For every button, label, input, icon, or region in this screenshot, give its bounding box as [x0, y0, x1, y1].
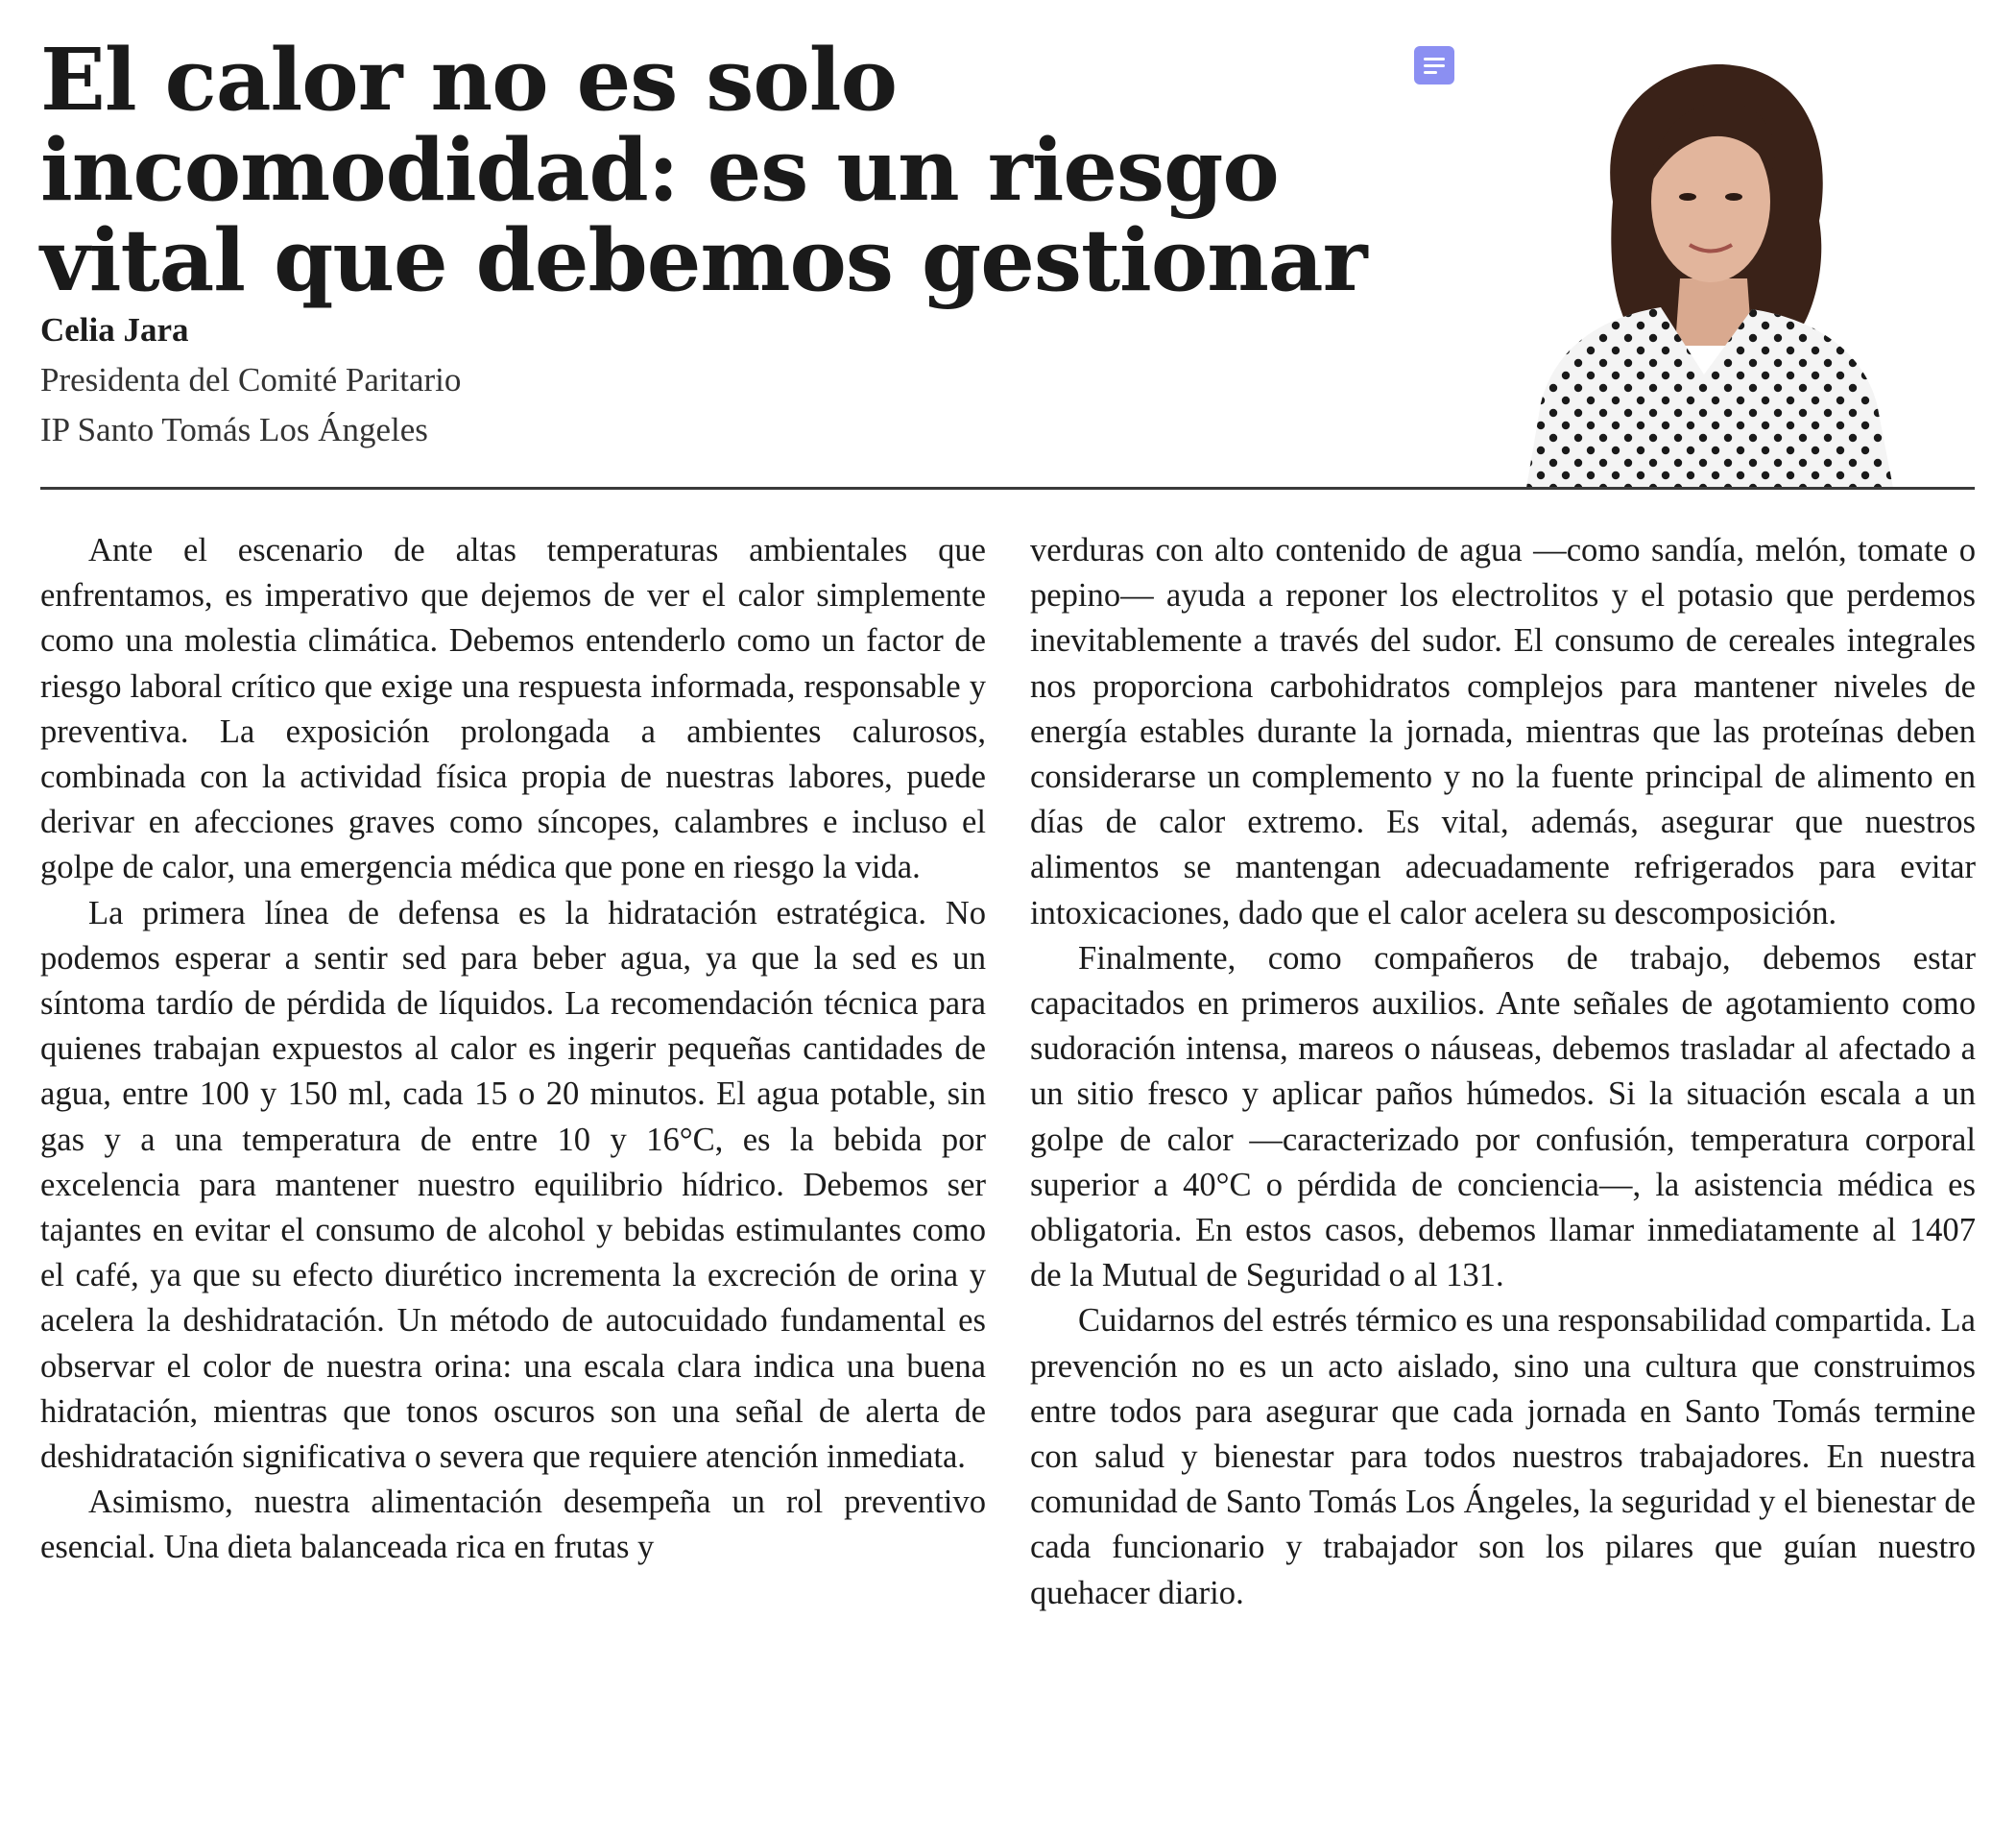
note-icon[interactable] — [1414, 46, 1454, 85]
author-photo — [1498, 58, 1920, 488]
author-name: Celia Jara — [40, 311, 189, 349]
article-title: El calor no es solo incomodidad: es un riesgo vital que debemos gestionar — [40, 29, 1367, 310]
author-role: Presidenta del Comité Paritario — [40, 361, 462, 399]
paragraph: Cuidarnos del estrés térmico es una responsabilidad compartida. La prevención no es un acto aislado, sino una cultura que construimos entre todos para asegurar que cada jornada en Santo Tomás termine con salud y bienestar para todos nuestros trabajadores. En nuestra comunidad de Santo Tomás Los Ángeles, la seguridad y el bienestar de cada funcionario y trabajador son los pilares que guían nuestro quehacer diario. — [1030, 1302, 1976, 1611]
byline — [40, 305, 461, 455]
paragraph: verduras con alto contenido de agua —como sandía, melón, tomate o pepino— ayuda a reponer los electrolitos y el potasio que perdemos inevitablemente a través del sudor. El consumo de cereales integrales nos proporciona carbohidratos complejos para mantener niveles de energía estables durante la jornada, mientras que las proteínas deben considerarse un complemento y no la fuente principal de alimento en días de calor extremo. Es vital, además, asegurar que nuestros alimentos se mantengan adecuadamente refrigerados para evitar intoxicaciones, dado que el calor acelera su descomposición. — [1030, 532, 1976, 931]
paragraph: Ante el escenario de altas temperaturas ambientales que enfrentamos, es imperativo que dejemos de ver el calor simplemente como una molestia climática. Debemos entenderlo como un factor de riesgo laboral crítico que exige una respuesta informada, responsable y preventiva. La exposición prolongada a ambientes calurosos, combinada con la actividad física propia de nuestras labores, puede derivar en afecciones graves como síncopes, calambres e incluso el golpe de calor, una emergencia médica que pone en riesgo la vida. — [40, 532, 986, 886]
author-institution: IP Santo Tomás Los Ángeles — [40, 411, 428, 448]
article-column-right — [1030, 528, 1976, 1616]
article-column-left — [40, 528, 986, 1571]
paragraph: Finalmente, como compañeros de trabajo, debemos estar capacitados en primeros auxilios. Ante señales de agotamiento como sudoración intensa, mareos o náuseas, debemos trasladar al afectado a un sitio fresco y aplicar paños húmedos. Si la situación escala a un golpe de calor —caracterizado por confusión, temperatura corporal superior a 40°C o pérdida de conciencia—, la asistencia médica es obligatoria. En estos casos, debemos llamar inmediatamente al 1407 de la Mutual de Seguridad o al 131. — [1030, 939, 1976, 1294]
header-divider — [40, 487, 1975, 490]
paragraph: La primera línea de defensa es la hidratación estratégica. No podemos esperar a sentir sed para beber agua, ya que la sed es un síntoma tardío de pérdida de líquidos. La recomendación técnica para quienes trabajan expuestos al calor es ingerir pequeñas cantidades de agua, entre 100 y 150 ml, cada 15 o 20 minutos. El agua potable, sin gas y a una temperatura de entre 10 y 16°C, es la bebida por excelencia para mantener nuestro equilibrio hídrico. Debemos ser tajantes en evitar el consumo de alcohol y bebidas estimulantes como el café, ya que su efecto diurético incrementa la excreción de orina y acelera la deshidratación. Un método de autocuidado fundamental es observar el color de nuestra orina: una escala clara indica una buena hidratación, mientras que tonos oscuros son una señal de alerta de deshidratación significativa o severa que requiere atención inmediata. — [40, 894, 986, 1476]
paragraph: Asimismo, nuestra alimentación desempeña un rol preventivo esencial. Una dieta balanceada rica en frutas y — [40, 1484, 986, 1566]
